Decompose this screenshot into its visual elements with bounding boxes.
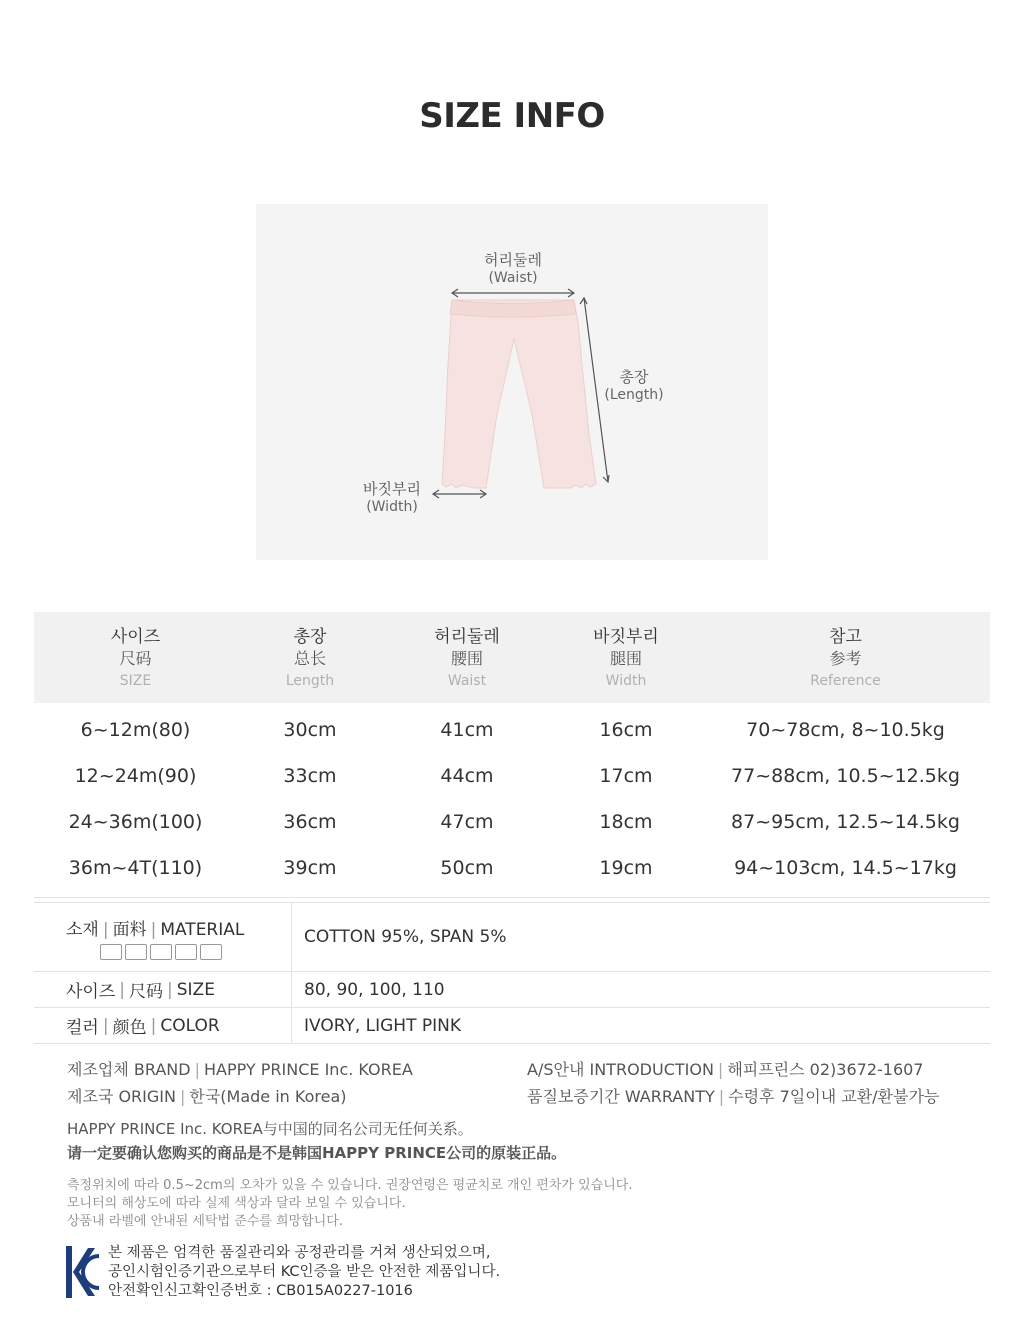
cell-length: 33cm	[283, 765, 337, 787]
size-table-header	[34, 612, 990, 703]
dry-flat-icon	[150, 944, 172, 960]
table-row	[34, 707, 990, 753]
size-label: 사이즈 | 尺码 | SIZE	[34, 972, 292, 1007]
cell-size: 12~24m(90)	[74, 765, 197, 787]
header-length: 총장 总长 Length	[285, 627, 335, 689]
table-row	[34, 753, 990, 799]
material-row	[34, 903, 990, 972]
material-value: COTTON 95%, SPAN 5%	[304, 927, 507, 947]
header-size: 사이즈 尺码 SIZE	[110, 627, 161, 689]
care-icons	[100, 944, 222, 960]
hand-wash-icon	[100, 944, 122, 960]
no-bleach-icon	[125, 944, 147, 960]
cell-length: 30cm	[283, 719, 337, 741]
width-label: 바짓부리 (Width)	[363, 480, 421, 515]
kc-certification-text: 본 제품은 엄격한 품질관리와 공정관리를 거쳐 생산되었으며, 공인시험인증기관으로부터 KC인증을 받은 안전한 제품입니다. 안전확인신고확인증번호 : CB015A0227-1016	[108, 1245, 501, 1299]
cell-length: 39cm	[283, 857, 337, 879]
cell-size: 24~36m(100)	[68, 811, 203, 833]
product-info-table	[34, 902, 990, 1044]
china-notice: HAPPY PRINCE Inc. KOREA与中国的同名公司无任何关系。 请一定要确认您购买的商品是不是韩国HAPPY PRINCE公司的原装正品。	[67, 1120, 567, 1162]
material-label: 소재 | 面料 | MATERIAL	[34, 903, 292, 971]
no-iron-icon	[200, 944, 222, 960]
notice-text: 측정위치에 따라 0.5~2cm의 오차가 있을 수 있습니다. 권장연령은 평균치로 개인 편차가 있습니다. 모니터의 해상도에 따라 실제 색상과 달라 보일 수 있습니다. 상품내 라벨에 안내된 세탁법 준수를 희망합니다.	[67, 1178, 633, 1229]
brand-info-left: 제조업체 BRAND | HAPPY PRINCE Inc. KOREA 제조국 ORIGIN | 한국(Made in Korea)	[67, 1060, 413, 1106]
cell-width: 19cm	[599, 857, 653, 879]
measurement-diagram	[256, 204, 768, 560]
size-table	[34, 612, 990, 898]
header-width: 바짓부리 腿围 Width	[593, 627, 659, 689]
cell-reference: 94~103cm, 14.5~17kg	[734, 857, 957, 879]
length-label: 총장 (Length)	[604, 368, 664, 403]
cell-size: 6~12m(80)	[80, 719, 191, 741]
color-value: IVORY, LIGHT PINK	[304, 1015, 462, 1036]
size-value: 80, 90, 100, 110	[304, 979, 445, 1000]
header-reference: 참고 参考 Reference	[810, 627, 881, 689]
leggings-shape	[442, 300, 596, 488]
color-row	[34, 1008, 990, 1044]
cell-width: 16cm	[599, 719, 653, 741]
size-row	[34, 972, 990, 1008]
cell-waist: 41cm	[440, 719, 494, 741]
cell-width: 18cm	[599, 811, 653, 833]
brand-info-right: A/S안내 INTRODUCTION | 해피프린스 02)3672-1607 품질보증기간 WARRANTY | 수령후 7일이내 교환/환불가능	[527, 1060, 940, 1106]
cell-waist: 47cm	[440, 811, 494, 833]
table-row	[34, 799, 990, 845]
page-title: SIZE INFO	[419, 96, 605, 136]
color-label: 컬러 | 颜色 | COLOR	[34, 1008, 292, 1043]
no-tumble-dry-icon	[175, 944, 197, 960]
cell-reference: 77~88cm, 10.5~12.5kg	[731, 765, 960, 787]
cell-waist: 50cm	[440, 857, 494, 879]
header-waist: 허리둘레 腰围 Waist	[434, 627, 500, 689]
kc-certification-icon	[66, 1246, 100, 1298]
cell-size: 36m~4T(110)	[68, 857, 203, 879]
cell-reference: 87~95cm, 12.5~14.5kg	[731, 811, 960, 833]
cell-waist: 44cm	[440, 765, 494, 787]
cell-width: 17cm	[599, 765, 653, 787]
table-row	[34, 845, 990, 891]
waist-label: 허리둘레 (Waist)	[484, 251, 542, 286]
cell-length: 36cm	[283, 811, 337, 833]
cell-reference: 70~78cm, 8~10.5kg	[746, 719, 945, 741]
